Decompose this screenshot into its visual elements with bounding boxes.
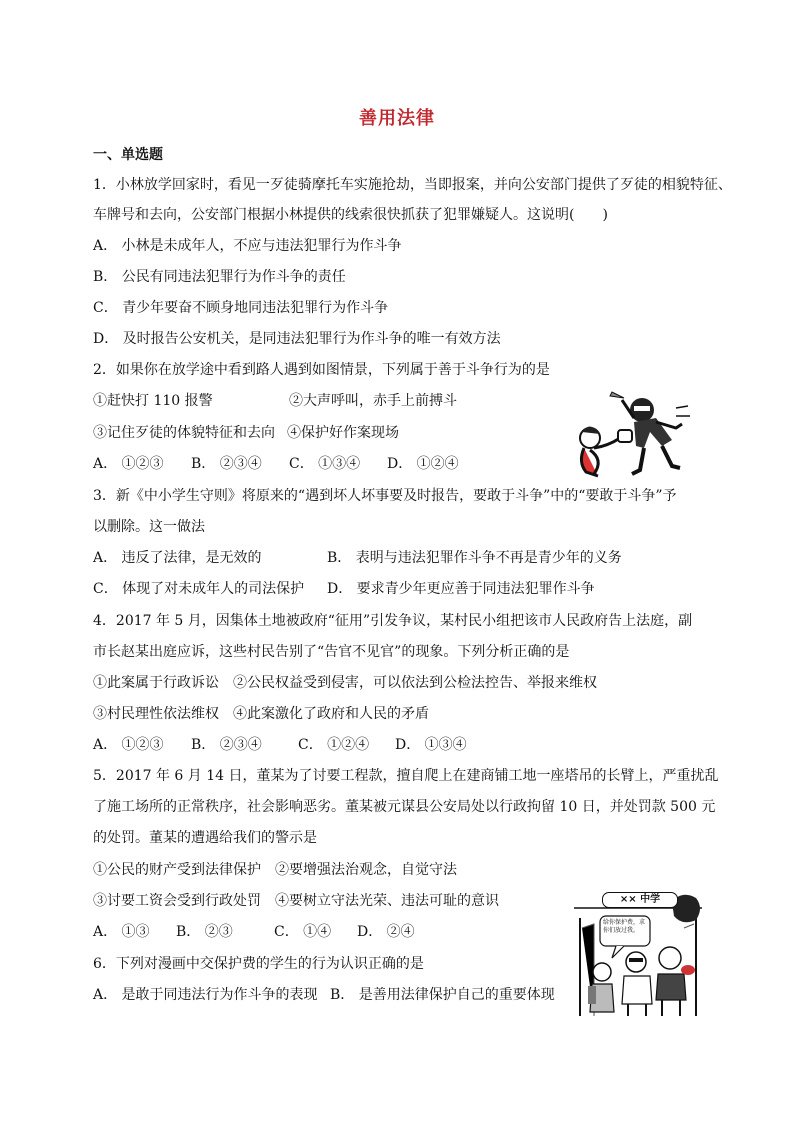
q4-option-b: B． ②③④: [191, 737, 262, 753]
q5-stem-line-3: 的处罚。董某的遭遇给我们的警示是: [93, 830, 317, 846]
school-gate-sign: ×× 中学: [602, 892, 678, 908]
q4-stem-line-2: 市长赵某出庭应诉，这些村民告别了“告官不见官”的现象。下列分析正确的是: [93, 644, 570, 660]
robbery-cartoon-image: [564, 388, 694, 484]
q4-option-d: D． ①③④: [395, 737, 467, 753]
q2-choice-1: ①赶快打 110 报警: [93, 393, 213, 409]
q1-stem-line-2: 车牌号和去向，公安部门根据小林提供的线索很快抓获了犯罪嫌疑人。这说明( ): [93, 207, 608, 223]
speech-bubble-text: 给你保护费，求你们放过我。: [603, 919, 646, 934]
q3-option-a: A． 违反了法律，是无效的: [93, 550, 262, 566]
q1-option-d: D． 及时报告公安机关，是同违法犯罪行为作斗争的唯一有效方法: [93, 331, 501, 347]
q2-option-a: A． ①②③: [93, 456, 164, 472]
q4-choices-3-4: ③村民理性依法维权 ④此案激化了政府和人民的矛盾: [93, 706, 429, 722]
q4-choices-1-2: ①此案属于行政诉讼 ②公民权益受到侵害，可以依法到公检法控告、举报来维权: [93, 675, 597, 691]
q3-stem-line-2: 以删除。这一做法: [93, 519, 205, 535]
q2-choice-2: ②大声呼叫，赤手上前搏斗: [289, 393, 457, 409]
q5-option-a: A． ①③: [93, 924, 150, 940]
section-heading: 一、单选题: [93, 147, 163, 163]
q2-stem: 2．如果你在放学途中看到路人遇到如图情景，下列属于善于斗争行为的是: [93, 362, 550, 378]
q2-option-d: D． ①②④: [387, 456, 459, 472]
q5-option-c: C． ①④: [274, 924, 332, 940]
q1-option-b: B． 公民有同违法犯罪行为作斗争的责任: [93, 269, 346, 285]
q2-option-b: B． ②③④: [191, 456, 262, 472]
q5-choices-1-2: ①公民的财产受到法律保护 ②要增强法治观念，自觉守法: [93, 862, 457, 878]
q3-option-b: B． 表明与违法犯罪作斗争不再是青少年的义务: [327, 550, 622, 566]
q4-option-a: A． ①②③: [93, 737, 164, 753]
q6-stem: 6．下列对漫画中交保护费的学生的行为认识正确的是: [93, 956, 424, 972]
q6-option-a: A． 是敢于同违法行为作斗争的表现: [93, 987, 318, 1003]
q2-choice-4: ④保护好作案现场: [287, 425, 399, 441]
q3-stem-line-1: 3．新《中小学生守则》将原来的“遇到坏人坏事要及时报告，要敢于斗争”中的“要敢于斗争”予: [93, 488, 677, 504]
q1-stem-line-1: 1．小林放学回家时，看见一歹徒骑摩托车实施抢劫，当即报案，并向公安部门提供了歹徒的相貌特征、: [93, 177, 732, 193]
q5-stem-line-2: 了施工场所的正常秩序，社会影响恶劣。董某被元谋县公安局处以行政拘留 10 日，并处罚款 500 元: [93, 799, 716, 815]
q5-option-d: D． ②④: [357, 924, 415, 940]
q1-option-c: C． 青少年要奋不顾身地同违法犯罪行为作斗争: [93, 300, 389, 316]
q2-choice-3: ③记住歹徒的体貌特征和去向: [93, 425, 275, 441]
q5-stem-line-1: 5．2017 年 6 月 14 日，董某为了讨要工程款，擅自爬上在建商铺工地一座塔吊的长臂上，严重扰乱: [93, 768, 719, 784]
q4-stem-line-1: 4．2017 年 5 月，因集体土地被政府“征用”引发争议，某村民小组把该市人民政府告上法庭，副: [93, 613, 693, 629]
q1-option-a: A． 小林是未成年人，不应与违法犯罪行为作斗争: [93, 238, 402, 254]
q3-option-d: D． 要求青少年更应善于同违法犯罪作斗争: [327, 581, 595, 597]
page-title: 善用法律: [359, 108, 435, 129]
q3-option-c: C． 体现了对未成年人的司法保护: [93, 581, 305, 597]
q4-option-c: C． ①②④: [298, 737, 370, 753]
q6-option-b: B． 是善用法律保护自己的重要体现: [330, 987, 555, 1003]
q5-option-b: B． ②③: [176, 924, 233, 940]
q2-option-c: C． ①③④: [289, 456, 361, 472]
q5-choices-3-4: ③讨要工资会受到行政处罚 ④要树立守法光荣、违法可耻的意识: [93, 893, 499, 909]
protection-fee-cartoon-image: [572, 888, 704, 1018]
